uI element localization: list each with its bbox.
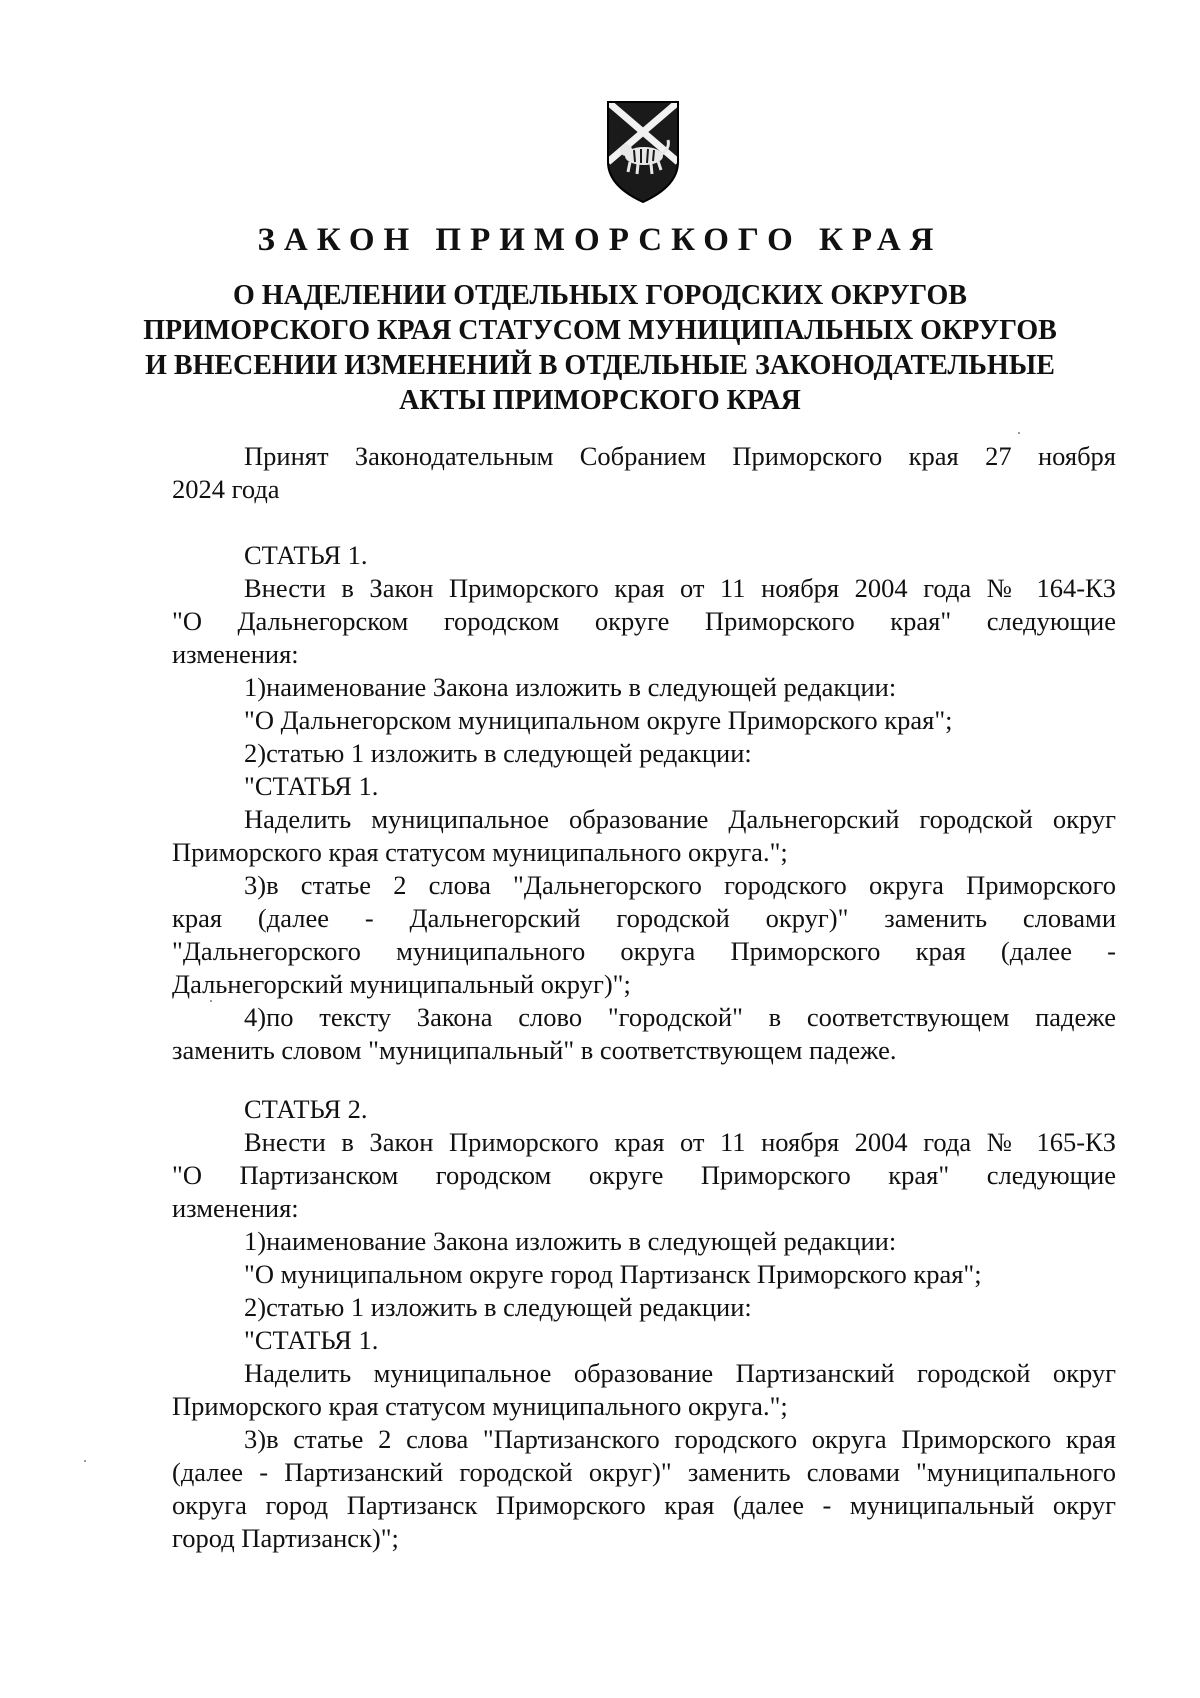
paragraph-line: "Дальнегорского муниципального округа Приморского края (далее -	[172, 936, 1116, 966]
paragraph-line: 4)по тексту Закона слово "городской" в соответствующем падеже	[244, 1002, 1116, 1032]
paragraph-line: 1)наименование Закона изложить в следующей редакции:	[244, 1226, 897, 1256]
paragraph-line: заменить словом "муниципальный" в соответствующем падеже.	[172, 1035, 897, 1065]
paragraph-line: Приморского края статусом муниципального округа.";	[172, 837, 788, 867]
subtitle-line: ПРИМОРСКОГО КРАЯ СТАТУСОМ МУНИЦИПАЛЬНЫХ ОКРУГОВ	[143, 315, 1057, 346]
scan-speck	[84, 1460, 86, 1462]
article-heading: СТАТЬЯ 1.	[244, 540, 368, 570]
paragraph-line: Внести в Закон Приморского края от 11 ноября 2004 года № 165-КЗ	[244, 1127, 1116, 1157]
subtitle-line: АКТЫ ПРИМОРСКОГО КРАЯ	[399, 385, 801, 416]
paragraph-line: края (далее - Дальнегорский городской округ)" заменить словами	[172, 903, 1116, 933]
article-2	[172, 1093, 1116, 1555]
subtitle-line: О НАДЕЛЕНИИ ОТДЕЛЬНЫХ ГОРОДСКИХ ОКРУГОВ	[233, 280, 967, 311]
paragraph-line: "О муниципальном округе город Партизанск Приморского края";	[244, 1259, 982, 1289]
paragraph-line: "СТАТЬЯ 1.	[244, 771, 379, 801]
paragraph-line: Принят Законодательным Собранием Приморского края 27 ноября	[244, 441, 1116, 471]
article-1	[172, 539, 1116, 1067]
paragraph-line: город Партизанск)";	[172, 1523, 399, 1553]
subtitle-line: И ВНЕСЕНИИ ИЗМЕНЕНИЙ В ОТДЕЛЬНЫЕ ЗАКОНОДАТЕЛЬНЫЕ	[145, 350, 1055, 381]
paragraph-line: "СТАТЬЯ 1.	[244, 1325, 379, 1355]
paragraph-line: 2)статью 1 изложить в следующей редакции:	[244, 1292, 752, 1322]
paragraph-line: (далее - Партизанский городской округ)" заменить словами "муниципального	[172, 1457, 1116, 1487]
paragraph-line: Наделить муниципальное образование Дальнегорский городской округ	[244, 804, 1116, 834]
paragraph-line: Дальнегорский муниципальный округ)";	[172, 969, 631, 999]
paragraph-line: Внести в Закон Приморского края от 11 ноября 2004 года № 164-КЗ	[244, 573, 1116, 603]
paragraph-line: "О Дальнегорском городском округе Приморского края" следующие	[172, 606, 1116, 636]
paragraph-line: 3)в статье 2 слова "Партизанского городского округа Приморского края	[244, 1424, 1116, 1454]
scan-speck	[1018, 432, 1020, 434]
article-heading: СТАТЬЯ 2.	[244, 1094, 368, 1124]
paragraph-line: изменения:	[172, 639, 299, 669]
paragraph-line: округа город Партизанск Приморского края (далее - муниципальный округ	[172, 1490, 1116, 1520]
paragraph-line: Наделить муниципальное образование Партизанский городской округ	[244, 1358, 1116, 1388]
paragraph-line: "О Дальнегорском муниципальном округе Приморского края";	[244, 705, 953, 735]
law-subtitle	[140, 278, 1060, 418]
adoption-statement	[172, 440, 1116, 506]
coat-of-arms-icon	[604, 98, 682, 206]
paragraph-line: 1)наименование Закона изложить в следующей редакции:	[244, 672, 897, 702]
paragraph-line: 2)статью 1 изложить в следующей редакции:	[244, 738, 752, 768]
paragraph-line: "О Партизанском городском округе Приморского края" следующие	[172, 1160, 1116, 1190]
law-title: ЗАКОН ПРИМОРСКОГО КРАЯ	[257, 222, 943, 258]
paragraph-line: изменения:	[172, 1193, 299, 1223]
paragraph-line: 2024 года	[172, 474, 280, 504]
paragraph-line: 3)в статье 2 слова "Дальнегорского городского округа Приморского	[244, 870, 1116, 900]
scan-speck	[210, 1000, 212, 1002]
paragraph-line: Приморского края статусом муниципального округа.";	[172, 1391, 788, 1421]
